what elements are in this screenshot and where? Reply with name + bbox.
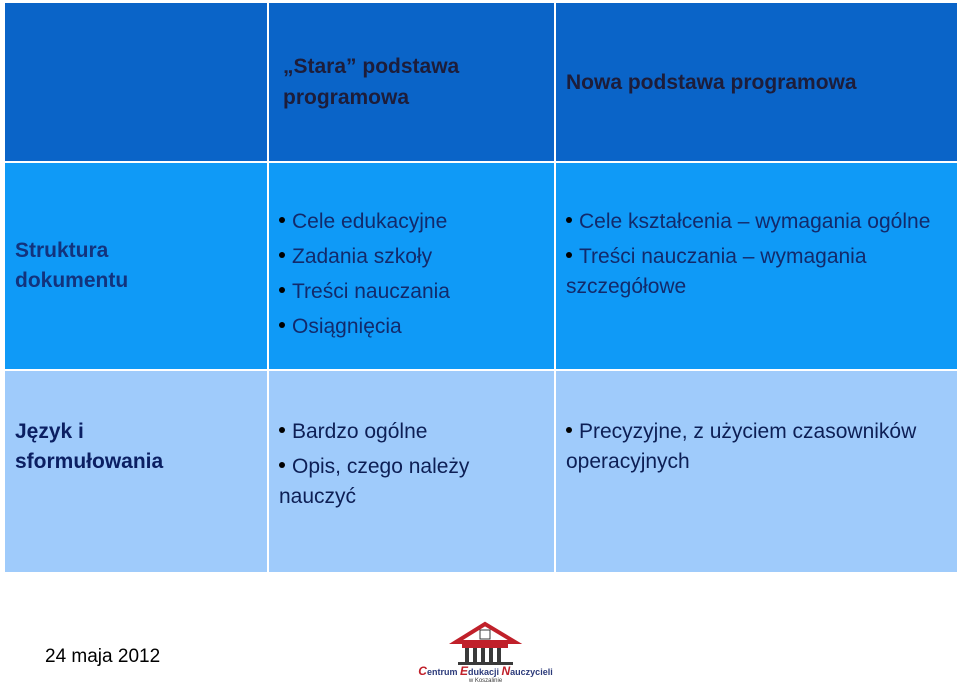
- row-label-structure: Struktura dokumentu: [15, 239, 129, 292]
- row-label-language: Język i sformułowania: [15, 420, 164, 473]
- list-item-text: Osiągnięcia: [292, 315, 402, 338]
- school-building-icon: [418, 620, 553, 666]
- structure-old-list: [279, 207, 544, 342]
- header-new-title: Nowa podstawa programowa: [566, 70, 857, 94]
- logo-word-3: auczycieli: [510, 667, 553, 677]
- row-language-old-cell: [269, 371, 554, 572]
- cen-logo: [418, 620, 553, 690]
- logo-subtitle: w Koszalinie: [468, 678, 503, 684]
- logo-word-2: dukacji: [467, 667, 502, 677]
- bullet-icon: [566, 252, 572, 258]
- language-old-list: [279, 417, 544, 512]
- list-item-text: Precyzyjne, z użyciem czasowników operacyjnych: [566, 420, 917, 473]
- bullet-icon: [279, 252, 285, 258]
- list-item: [279, 452, 544, 512]
- bullet-icon: [279, 217, 285, 223]
- bullet-icon: [279, 287, 285, 293]
- list-item-text: Cele edukacyjne: [292, 210, 448, 233]
- comparison-table: [5, 3, 957, 572]
- row-label-cell-structure: [5, 163, 267, 369]
- bullet-icon: [566, 217, 572, 223]
- header-new-cell: [556, 3, 957, 161]
- list-item-text: Treści nauczania – wymagania szczegółowe: [566, 245, 867, 298]
- list-item-text: Zadania szkoły: [292, 245, 433, 268]
- list-item-text: Opis, czego należy nauczyć: [279, 455, 470, 508]
- logo-letter-c: C: [418, 664, 427, 678]
- logo-word-1: entrum: [426, 667, 460, 677]
- header-corner-cell: [5, 3, 267, 161]
- bullet-icon: [279, 427, 285, 433]
- list-item: [279, 277, 544, 307]
- logo-letter-n: N: [501, 664, 511, 678]
- bullet-icon: [566, 427, 572, 433]
- list-item: [279, 417, 544, 447]
- structure-new-list: [566, 207, 937, 302]
- row-label-cell-language: [5, 371, 267, 572]
- logo-text: [418, 664, 553, 678]
- header-old-cell: [269, 3, 554, 161]
- header-old-title: „Stara” podstawa programowa: [283, 55, 460, 109]
- list-item-text: Bardzo ogólne: [292, 420, 428, 443]
- row-structure-old-cell: [269, 163, 554, 369]
- list-item: [279, 242, 544, 272]
- footer-date: 24 maja 2012: [45, 646, 161, 667]
- list-item: [566, 242, 937, 302]
- list-item: [279, 312, 544, 342]
- row-structure-new-cell: [556, 163, 957, 369]
- language-new-list: [566, 417, 927, 477]
- list-item: [566, 207, 937, 237]
- list-item-text: Cele kształcenia – wymagania ogólne: [579, 210, 931, 233]
- list-item: [279, 207, 544, 237]
- bullet-icon: [279, 322, 285, 328]
- bullet-icon: [279, 462, 285, 468]
- list-item: [566, 417, 927, 477]
- list-item-text: Treści nauczania: [292, 280, 450, 303]
- logo-letter-e: E: [459, 664, 468, 678]
- row-language-new-cell: [556, 371, 957, 572]
